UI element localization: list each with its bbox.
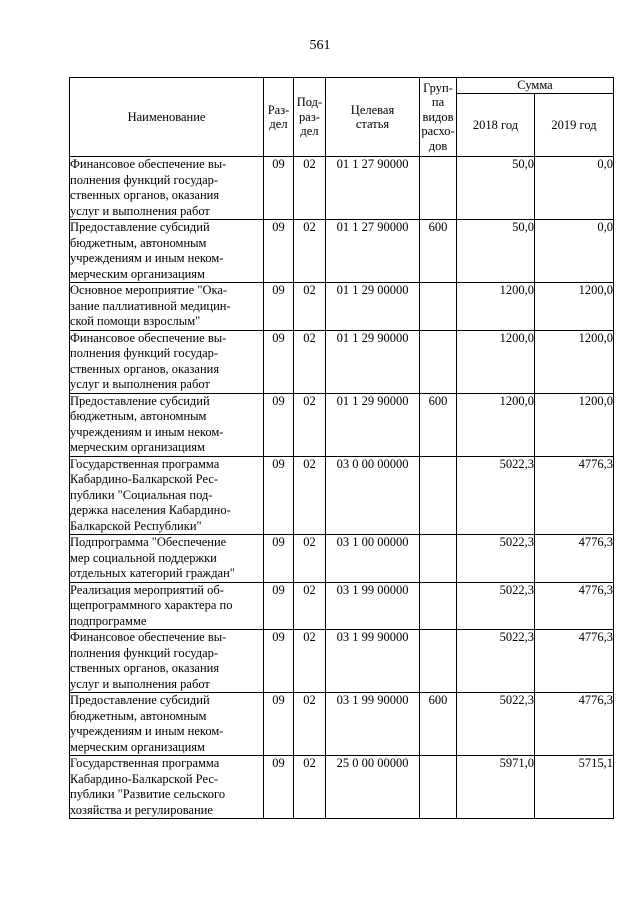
page-number: 561 — [309, 38, 331, 53]
row-name-line: мер социальной поддержки — [70, 550, 217, 565]
row-section: 09 — [264, 283, 294, 331]
table-row — [70, 535, 614, 583]
row-subsection: 02 — [294, 756, 326, 819]
row-expense-group — [420, 283, 457, 331]
row-name — [70, 456, 264, 535]
row-subsection: 02 — [294, 220, 326, 283]
row-sum-2018: 50,0 — [457, 220, 535, 283]
row-section: 09 — [264, 220, 294, 283]
table-row — [70, 456, 614, 535]
header-subsection: Под- раз- дел — [294, 78, 326, 157]
row-name — [70, 693, 264, 756]
row-name-line: ственных органов, оказания — [70, 661, 220, 675]
row-name-line: ской помощи взрослым" — [70, 314, 201, 328]
row-name — [70, 535, 264, 583]
row-section: 09 — [264, 630, 294, 693]
row-name-line: Балкарской Республики" — [70, 518, 202, 533]
row-name-line: услуг и выполнения работ — [70, 377, 210, 391]
row-target-article: 01 1 27 90000 — [326, 220, 420, 283]
row-name-line: ственных органов, оказания — [70, 188, 220, 202]
row-sum-2018: 1200,0 — [457, 393, 535, 456]
row-name-line: Государственная программа — [70, 456, 220, 471]
row-name-line: держка населения Кабардино- — [70, 503, 231, 517]
row-expense-group — [420, 582, 457, 630]
row-name-line: Предоставление субсидий — [70, 220, 210, 234]
row-name-line: Предоставление субсидий — [70, 393, 210, 408]
row-name-line: мерческим организациям — [70, 266, 205, 281]
row-name-line: Финансовое обеспечение вы- — [70, 330, 227, 345]
row-target-article: 25 0 00 00000 — [326, 756, 420, 819]
row-sum-2018: 50,0 — [457, 157, 535, 220]
row-sum-2019: 4776,3 — [535, 535, 614, 583]
row-sum-2019: 1200,0 — [535, 393, 614, 456]
row-subsection: 02 — [294, 582, 326, 630]
row-name-line: бюджетным, автономным — [70, 409, 207, 423]
header-target-article: Целевая статья — [326, 78, 420, 157]
row-name-line: зание паллиативной медицин- — [70, 298, 231, 313]
row-target-article: 03 0 00 00000 — [326, 456, 420, 535]
row-section: 09 — [264, 756, 294, 819]
row-section: 09 — [264, 535, 294, 583]
row-expense-group — [420, 456, 457, 535]
row-name — [70, 157, 264, 220]
table-header — [70, 78, 614, 157]
row-name-line: мерческим организациям — [70, 739, 205, 754]
row-name-line: публики "Социальная под- — [70, 487, 213, 502]
row-name-line: бюджетным, автономным — [70, 235, 207, 250]
row-name-line: Подпрограмма "Обеспечение — [70, 535, 227, 549]
row-subsection: 02 — [294, 330, 326, 393]
row-name — [70, 283, 264, 331]
row-target-article: 03 1 00 00000 — [326, 535, 420, 583]
header-year-2018: 2018 год — [457, 94, 535, 157]
table-row — [70, 220, 614, 283]
row-target-article: 03 1 99 90000 — [326, 630, 420, 693]
budget-table — [69, 77, 614, 819]
row-expense-group: 600 — [420, 393, 457, 456]
row-expense-group — [420, 630, 457, 693]
row-sum-2018: 5022,3 — [457, 456, 535, 535]
row-name-line: Финансовое обеспечение вы- — [70, 630, 227, 644]
row-expense-group: 600 — [420, 220, 457, 283]
row-subsection: 02 — [294, 456, 326, 535]
row-subsection: 02 — [294, 157, 326, 220]
row-sum-2018: 5022,3 — [457, 693, 535, 756]
table-row — [70, 283, 614, 331]
row-name — [70, 220, 264, 283]
row-name-line: учреждениям и иным неком- — [70, 424, 224, 439]
row-name-line: щепрограммного характера по — [70, 598, 233, 612]
row-name — [70, 330, 264, 393]
header-name: Наименование — [70, 78, 264, 157]
table-row — [70, 157, 614, 220]
row-subsection: 02 — [294, 393, 326, 456]
row-name — [70, 756, 264, 819]
row-subsection: 02 — [294, 693, 326, 756]
row-sum-2018: 1200,0 — [457, 330, 535, 393]
row-section: 09 — [264, 582, 294, 630]
row-sum-2018: 1200,0 — [457, 283, 535, 331]
row-target-article: 01 1 27 90000 — [326, 157, 420, 220]
row-target-article: 01 1 29 90000 — [326, 393, 420, 456]
row-name-line: публики "Развитие сельского — [70, 787, 226, 801]
header-section: Раз- дел — [264, 78, 294, 157]
row-name-line: бюджетным, автономным — [70, 708, 207, 723]
row-name-line: Государственная программа — [70, 756, 220, 770]
row-name-line: ственных органов, оказания — [70, 361, 220, 376]
row-sum-2019: 4776,3 — [535, 693, 614, 756]
header-sum: Сумма — [457, 78, 614, 94]
row-subsection: 02 — [294, 283, 326, 331]
row-sum-2019: 0,0 — [535, 220, 614, 283]
row-name-line: учреждениям и иным неком- — [70, 724, 224, 738]
row-name — [70, 630, 264, 693]
row-name-line: Кабардино-Балкарской Рес- — [70, 472, 219, 486]
table-row — [70, 630, 614, 693]
row-target-article: 03 1 99 90000 — [326, 693, 420, 756]
row-sum-2018: 5022,3 — [457, 535, 535, 583]
row-name-line: полнения функций государ- — [70, 172, 219, 187]
row-name-line: учреждениям и иным неком- — [70, 251, 224, 265]
row-expense-group — [420, 535, 457, 583]
row-sum-2019: 0,0 — [535, 157, 614, 220]
row-name-line: отдельных категорий граждан" — [70, 566, 235, 580]
row-name — [70, 582, 264, 630]
row-name-line: полнения функций государ- — [70, 645, 219, 660]
row-target-article: 03 1 99 00000 — [326, 582, 420, 630]
row-name-line: Кабардино-Балкарской Рес- — [70, 771, 219, 786]
row-section: 09 — [264, 693, 294, 756]
row-sum-2019: 4776,3 — [535, 456, 614, 535]
header-expense-group: Груп- па видов расхо- дов — [420, 78, 457, 157]
row-sum-2019: 5715,1 — [535, 756, 614, 819]
row-sum-2018: 5022,3 — [457, 630, 535, 693]
row-name-line: Предоставление субсидий — [70, 693, 210, 707]
row-sum-2019: 4776,3 — [535, 630, 614, 693]
table-row — [70, 330, 614, 393]
row-name-line: Реализация мероприятий об- — [70, 582, 224, 597]
row-name-line: Финансовое обеспечение вы- — [70, 157, 227, 171]
row-expense-group — [420, 157, 457, 220]
row-name-line: Основное мероприятие "Ока- — [70, 283, 228, 297]
table-row — [70, 582, 614, 630]
row-name-line: хозяйства и регулирование — [70, 802, 213, 817]
table-row — [70, 693, 614, 756]
row-name-line: услуг и выполнения работ — [70, 203, 210, 218]
row-sum-2019: 4776,3 — [535, 582, 614, 630]
row-expense-group: 600 — [420, 693, 457, 756]
row-sum-2018: 5971,0 — [457, 756, 535, 819]
row-name-line: подпрограмме — [70, 613, 147, 628]
row-section: 09 — [264, 393, 294, 456]
row-subsection: 02 — [294, 630, 326, 693]
row-name-line: услуг и выполнения работ — [70, 676, 210, 691]
row-name-line: полнения функций государ- — [70, 346, 219, 360]
row-sum-2019: 1200,0 — [535, 330, 614, 393]
row-section: 09 — [264, 330, 294, 393]
table-body — [70, 157, 614, 819]
header-year-2019: 2019 год — [535, 94, 614, 157]
row-target-article: 01 1 29 00000 — [326, 283, 420, 331]
row-section: 09 — [264, 157, 294, 220]
table-row — [70, 756, 614, 819]
row-name-line: мерческим организациям — [70, 440, 205, 454]
row-sum-2018: 5022,3 — [457, 582, 535, 630]
row-subsection: 02 — [294, 535, 326, 583]
row-expense-group — [420, 756, 457, 819]
row-target-article: 01 1 29 90000 — [326, 330, 420, 393]
row-sum-2019: 1200,0 — [535, 283, 614, 331]
row-name — [70, 393, 264, 456]
row-section: 09 — [264, 456, 294, 535]
row-expense-group — [420, 330, 457, 393]
table-row — [70, 393, 614, 456]
